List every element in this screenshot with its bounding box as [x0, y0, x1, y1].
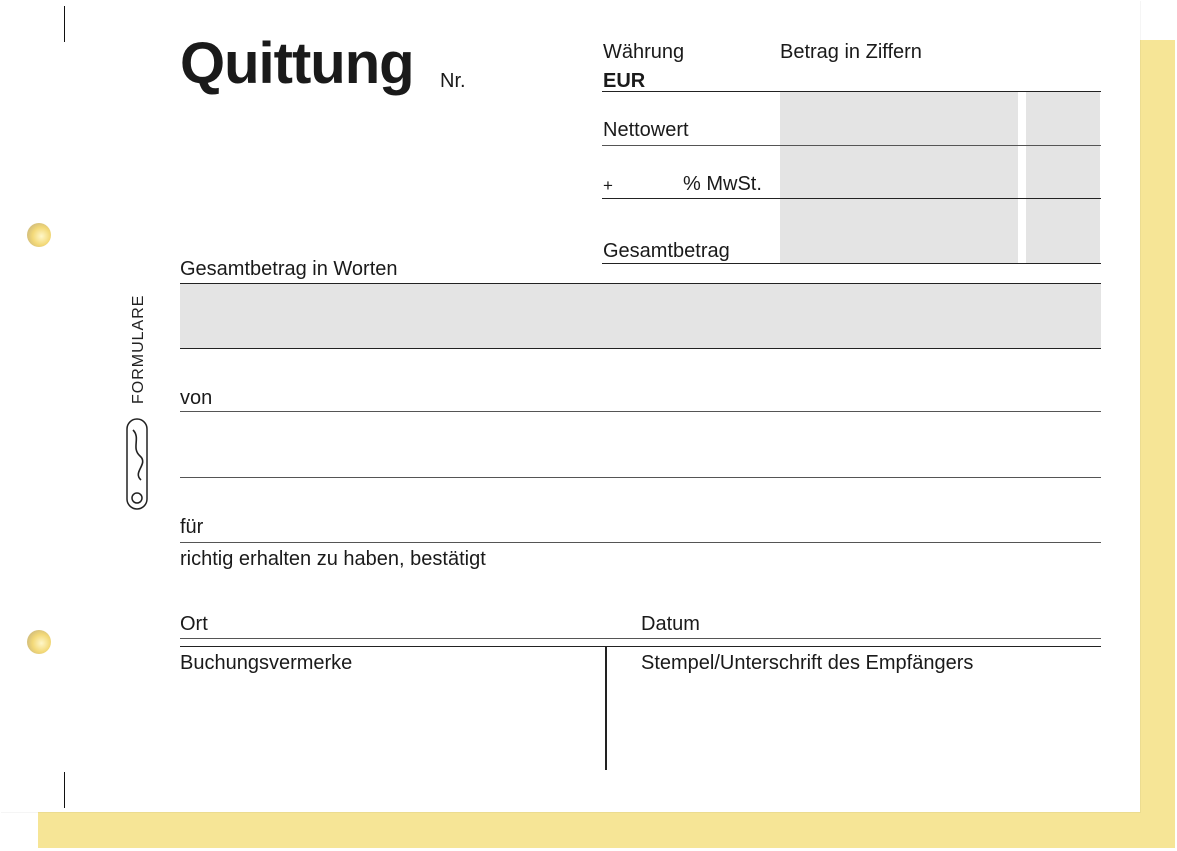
net-value-label: Nettowert: [603, 119, 689, 141]
vat-line: [602, 198, 1101, 199]
confirmation-text: richtig erhalten zu haben, bestätigt: [180, 548, 486, 570]
booking-top-line: [180, 646, 1101, 647]
stamp-signature-label: Stempel/Unterschrift des Empfängers: [641, 652, 974, 674]
total-label: Gesamtbetrag: [603, 240, 730, 262]
perforation-bottom: [64, 772, 65, 808]
herlitz-logo: [126, 418, 148, 510]
number-label: Nr.: [440, 70, 466, 92]
for-label: für: [180, 516, 204, 538]
currency-label: Währung: [603, 41, 685, 63]
cents-field[interactable]: [1026, 92, 1100, 263]
total-words-label: Gesamtbetrag in Worten: [180, 258, 398, 280]
from-line[interactable]: [180, 411, 1101, 412]
place-label: Ort: [180, 613, 208, 635]
vat-label: % MwSt.: [683, 173, 762, 195]
currency-value: EUR: [603, 70, 646, 92]
net-value-line: [602, 145, 1101, 146]
from-label: von: [180, 387, 213, 409]
punch-hole-top: [27, 223, 51, 247]
plus-sign: +: [603, 176, 613, 195]
from-line-2[interactable]: [180, 477, 1101, 478]
for-line[interactable]: [180, 542, 1101, 543]
currency-underline: [602, 91, 1101, 92]
total-words-field[interactable]: [180, 284, 1101, 348]
amount-digits-label: Betrag in Ziffern: [780, 41, 922, 63]
date-label: Datum: [641, 613, 700, 635]
total-words-bottom-line: [180, 348, 1101, 349]
booking-notes-label: Buchungsvermerke: [180, 652, 353, 674]
amount-field[interactable]: [780, 92, 1018, 263]
brand-side-label: FORMULARE: [130, 294, 147, 404]
total-line: [602, 263, 1101, 264]
booking-divider: [605, 647, 607, 770]
place-date-line[interactable]: [180, 638, 1101, 639]
punch-hole-bottom: [27, 630, 51, 654]
perforation-top: [64, 6, 65, 42]
form-title: Quittung: [180, 31, 414, 96]
